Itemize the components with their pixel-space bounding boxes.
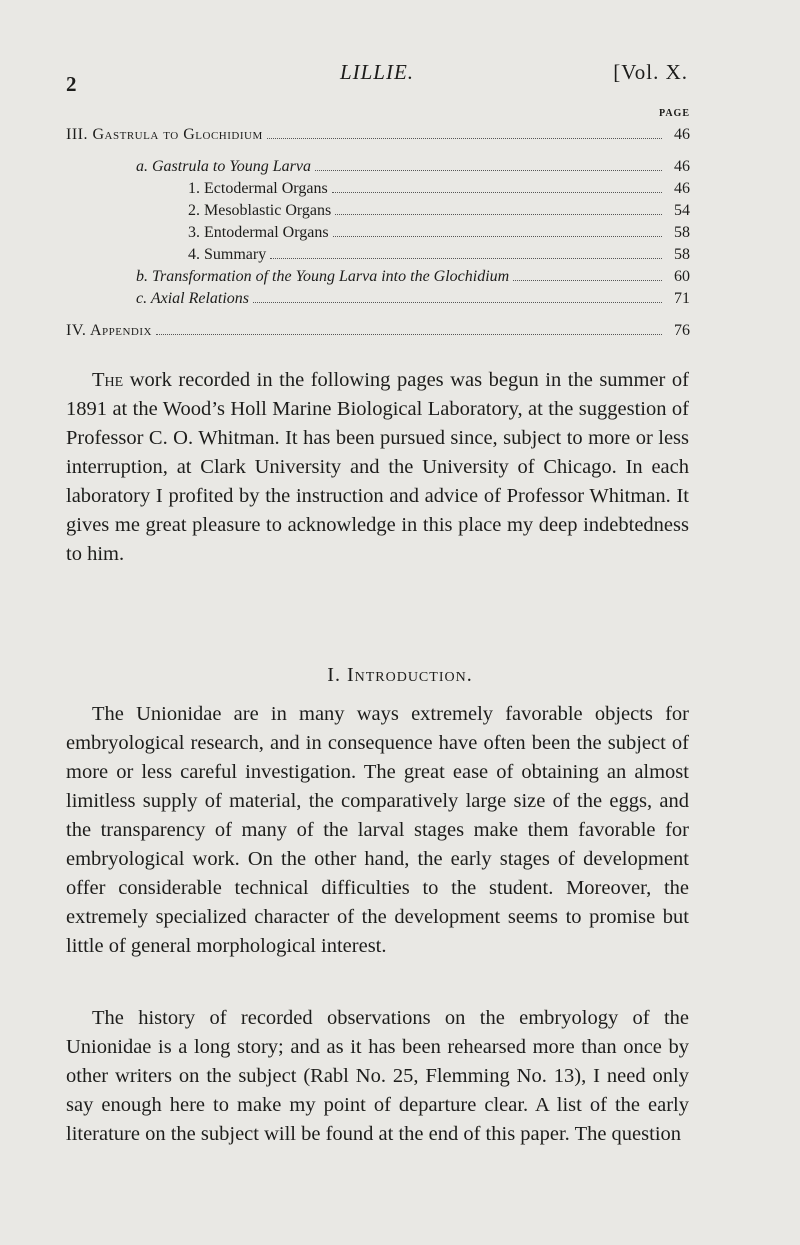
dot-leader bbox=[270, 258, 662, 259]
toc-entry bbox=[66, 246, 690, 268]
dot-leader bbox=[253, 302, 662, 303]
toc-entry-label: 4. Summary bbox=[188, 246, 267, 263]
dot-leader bbox=[315, 170, 662, 171]
toc-entry-label: 1. Ectodermal Organs bbox=[188, 180, 328, 197]
dot-leader bbox=[335, 214, 662, 215]
toc-entry-page: 46 bbox=[674, 158, 690, 175]
preface-first-word: The bbox=[92, 369, 124, 391]
page-number: 2 bbox=[66, 72, 77, 96]
toc-entry bbox=[66, 202, 690, 224]
toc-entry-page: 76 bbox=[674, 322, 690, 339]
table-of-contents bbox=[66, 108, 690, 344]
toc-entry-label: 2. Mesoblastic Organs bbox=[188, 202, 332, 219]
toc-entry-page: 58 bbox=[674, 224, 690, 241]
toc-entry-page: 60 bbox=[674, 268, 690, 285]
page-header bbox=[66, 60, 688, 96]
toc-entry-page: 46 bbox=[674, 180, 690, 197]
section-heading: I. Introduction. bbox=[327, 664, 473, 686]
toc-entry-page: 46 bbox=[674, 126, 690, 143]
running-head: LILLIE. bbox=[339, 60, 415, 84]
toc-entry-page: 71 bbox=[674, 290, 690, 307]
toc-entry-label: IV. Appendix bbox=[66, 322, 152, 339]
body-paragraph: The history of recorded observations on the embryology of the Unionidae is a long story; and as it has been rehearsed more than once by other writers on the subject (Rabl No. 25, Flemming No. 13), I need only say enough here to make my point of departure clear. A list of the early literature on the subject will be found at the end of this paper. The question bbox=[66, 1007, 689, 1145]
toc-entry-label: a. Gastrula to Young Larva bbox=[136, 158, 311, 175]
toc-entry-page: 54 bbox=[674, 202, 690, 219]
toc-entry bbox=[66, 224, 690, 246]
toc-page-label: PAGE bbox=[658, 108, 690, 119]
toc-entry-label: b. Transformation of the Young Larva into the Glochidium bbox=[136, 268, 510, 285]
dot-leader bbox=[267, 138, 662, 139]
toc-entry-label: c. Axial Relations bbox=[136, 290, 250, 307]
toc-entry-label: 3. Entodermal Organs bbox=[188, 224, 329, 241]
toc-entry bbox=[66, 126, 690, 148]
toc-entry bbox=[66, 322, 690, 344]
toc-entry bbox=[66, 180, 690, 202]
dot-leader bbox=[332, 192, 662, 193]
dot-leader bbox=[333, 236, 662, 237]
preface-paragraph bbox=[66, 366, 689, 569]
toc-entry-label: III. Gastrula to Glochidium bbox=[66, 126, 263, 143]
dot-leader bbox=[513, 280, 662, 281]
toc-entry-page: 58 bbox=[674, 246, 690, 263]
toc-entry bbox=[66, 268, 690, 290]
volume-label: [Vol. X. bbox=[613, 60, 688, 84]
toc-entry bbox=[66, 158, 690, 180]
body-paragraph: The Unionidae are in many ways extremely favorable objects for embryological research, and in consequence have often been the subject of more or less careful investigation. The great ease of obtaining an almost limitless supply of material, the comparatively large size of the eggs, and the transparency of many of the larval stages make them favorable for embryological work. On the other hand, the early stages of development offer considerable technical difficulties to the student. Moreover, the extremely specialized character of the development seems to promise but little of general morphological interest. bbox=[66, 703, 689, 957]
dot-leader bbox=[156, 334, 662, 335]
toc-entry bbox=[66, 290, 690, 312]
preface-text: work recorded in the following pages was begun in the summer of 1891 at the Wood’s Holl Marine Biological Laboratory, at the suggestion of Professor C. O. Whitman. It has been pursued since, subject to more or less interruption, at Clark University and the University of Chicago. In each laboratory I profited by the instruction and advice of Professor Whitman. It gives me great pleasure to acknowledge in this place my deep indebtedness to him. bbox=[66, 369, 689, 565]
